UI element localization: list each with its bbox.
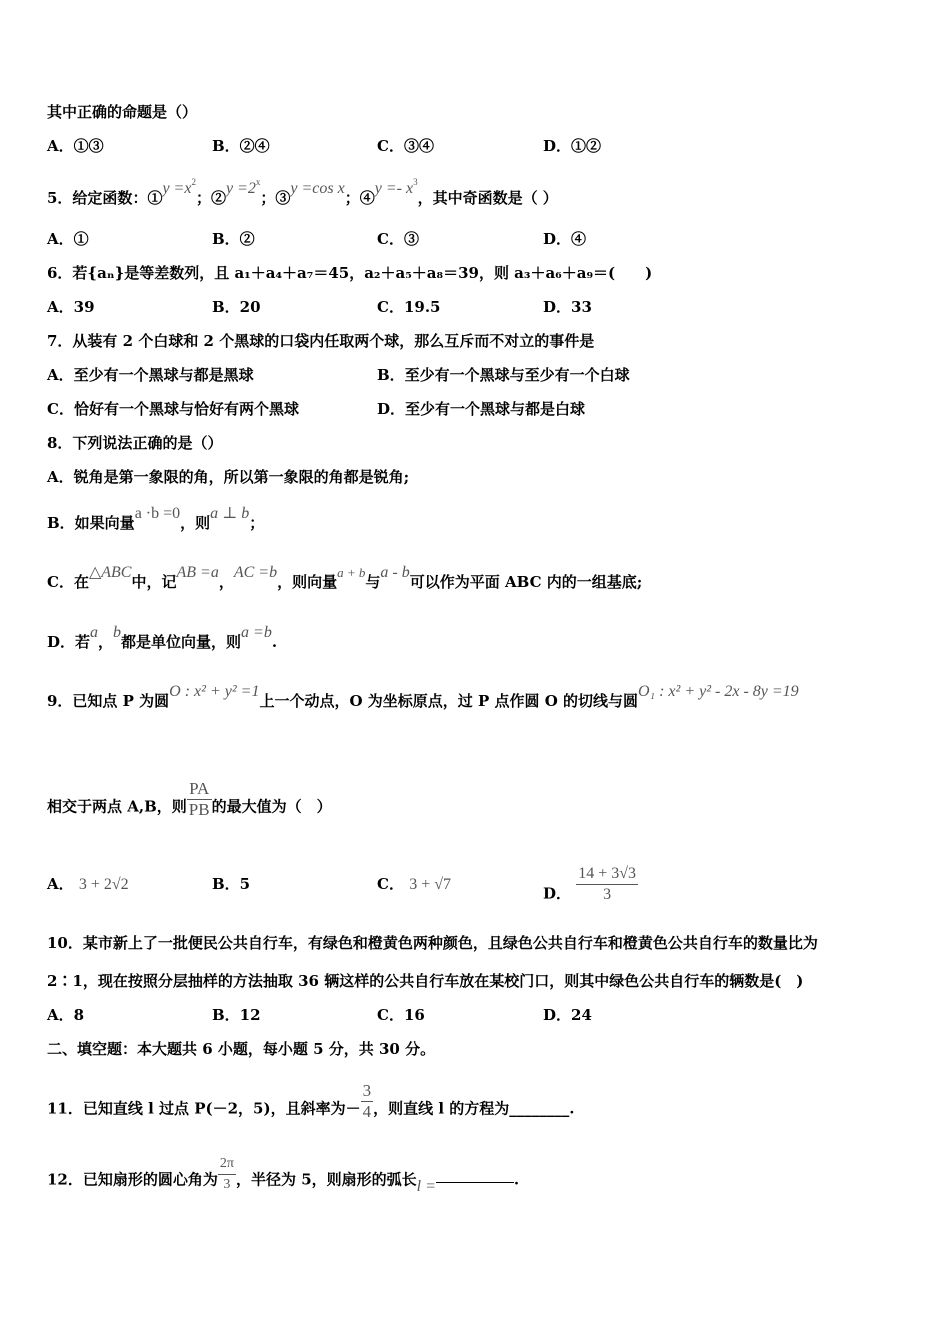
q11-stem: 11．已知直线 l 过点 P(－2，5)，且斜率为－ $\frac{3}{4}$ ，则直线 l 的方程为________. (47, 1081, 575, 1121)
q10-option-b: B．12 (212, 1006, 261, 1024)
q8-b-math-1: a ·b =0 (134, 505, 181, 522)
q10-option-c: C．16 (377, 1006, 425, 1024)
q4-option-a: A．①③ (47, 137, 104, 155)
q5-func-3: y =cos x (290, 180, 345, 197)
q7-option-d: D．至少有一个黑球与都是白球 (377, 400, 586, 418)
q9-ratio-fraction: $\frac{PA}{PB}$ (188, 779, 210, 819)
q6-option-c: C．19.5 (377, 298, 441, 316)
q8-option-d: D．若a，b都是单位向量，则a =b. (47, 624, 278, 651)
q9-option-a: A． 3 + 2√2 (47, 875, 129, 893)
q7-stem: 7．从装有 2 个白球和 2 个黑球的口袋内任取两个球，那么互斥而不对立的事件是 (47, 332, 595, 350)
q5-func-2: $y =2^x$ (225, 177, 261, 197)
q10-stem-line1: 10．某市新上了一批便民公共自行车，有绿色和橙黄色两种颜色，且绿色公共自行车和橙黄色公共自行车的数量比为 (47, 934, 818, 952)
q8-c-math-3: a + b (337, 565, 366, 580)
q5-suffix: ，其中奇函数是（ ） (417, 189, 558, 207)
q8-option-a: A．锐角是第一象限的角，所以第一象限的角都是锐角; (47, 468, 410, 486)
q9-option-c: C． 3 + √7 (377, 875, 451, 893)
q7-option-b: B．至少有一个黑球与至少有一个白球 (377, 366, 630, 384)
q4-option-c: C．③④ (377, 137, 434, 155)
q9-stem-line2: 相交于两点 A,B，则 $\frac{PA}{PB}$ 的最大值为（ ） (47, 779, 332, 819)
q9-option-d: D． $\frac{14 + 3√3}{3}$ (543, 865, 637, 903)
q6-option-b: B．20 (212, 298, 261, 316)
q5-option-d: D．④ (543, 230, 587, 248)
q8-b-math-2: a ⊥ b (210, 505, 250, 522)
q9-option-a-math: 3 + 2√2 (78, 876, 129, 893)
q12-angle-fraction: $\frac{2\pi}{3}$ (219, 1156, 234, 1192)
q5-sep-4: ；④ (344, 189, 375, 207)
q8-option-c: C．在△ABC中，记AB =a，AC =b，则向量a + b与a - b可以作为平面 ABC 内的一组基底; (47, 564, 643, 591)
q4-option-d: D．①② (543, 137, 602, 155)
q6-option-d: D．33 (543, 298, 592, 316)
section-heading-fill-in: 二、填空题：本大题共 6 小题，每小题 5 分，共 30 分。 (47, 1040, 436, 1058)
q9-option-b: B．5 (212, 875, 251, 893)
q5-option-c: C．③ (377, 230, 419, 248)
q8-stem: 8．下列说法正确的是（） (47, 434, 223, 452)
q8-c-math-2: AC =b (233, 564, 278, 581)
q5-sep-3: ；③ (260, 189, 291, 207)
q9-circle-o1: O₁ : x² + y² - 2x - 8y =19 (637, 683, 799, 700)
q9-option-d-fraction: $\frac{14 + 3√3}{3}$ (578, 865, 637, 903)
q8-c-math-4: a - b (380, 564, 410, 581)
q8-option-b: B．如果向量a ·b =0，则a ⊥ b； (47, 505, 265, 532)
q8-c-math-1: AB =a (176, 564, 219, 581)
q4-option-b: B．②④ (212, 137, 270, 155)
q10-option-a: A．8 (47, 1006, 85, 1024)
q5-option-b: B．② (212, 230, 255, 248)
q6-stem: 6．若{aₙ}是等差数列，且 a₁＋a₄＋a₇＝45，a₂＋a₅＋a₈＝39，则 a₃＋a₆＋a₉＝( ) (47, 264, 653, 282)
q5-stem (47, 177, 558, 209)
q7-option-a: A．至少有一个黑球与都是黑球 (47, 366, 254, 384)
q9-option-c-math: 3 + √7 (409, 876, 451, 893)
q12-arc-symbol: l = (416, 1177, 436, 1195)
q12-stem: 12．已知扇形的圆心角为 $\frac{2\pi}{3}$ ，半径为 5，则扇形的弧长l = . (47, 1156, 520, 1195)
q5-option-a: A．① (47, 230, 89, 248)
q12-answer-blank[interactable] (436, 1182, 514, 1183)
q6-option-a: A．39 (47, 298, 95, 316)
q5-sep-2: ；② (195, 189, 226, 207)
q9-circle-o: O : x² + y² =1 (169, 683, 260, 700)
q10-stem-line2: 2∶1，现在按照分层抽样的方法抽取 36 辆这样的公共自行车放在某校门口，则其中绿色公共自行车的辆数是( ) (47, 972, 804, 990)
q5-func-4: $y =- x^3$ (374, 177, 418, 197)
q5-prefix: 5．给定函数：① (47, 189, 163, 207)
q10-option-d: D．24 (543, 1006, 592, 1024)
q11-slope-fraction: $\frac{3}{4}$ (362, 1081, 372, 1121)
q8-d-var-a: a (90, 624, 99, 641)
q4-stem: 其中正确的命题是（） (47, 103, 198, 121)
q7-option-c: C．恰好有一个黑球与恰好有两个黑球 (47, 400, 299, 418)
q8-d-var-b: b (113, 624, 122, 641)
q5-func-1: $y =x^2$ (162, 177, 196, 197)
q8-d-math: a =b (241, 624, 272, 641)
q9-stem: 9．已知点 P 为圆O : x² + y² =1上一个动点，O 为坐标原点，过 P 点作圆 O 的切线与圆O₁ : x² + y² - 2x - 8y =19 (47, 683, 799, 710)
q8-c-triangle: △ABC (88, 564, 132, 581)
